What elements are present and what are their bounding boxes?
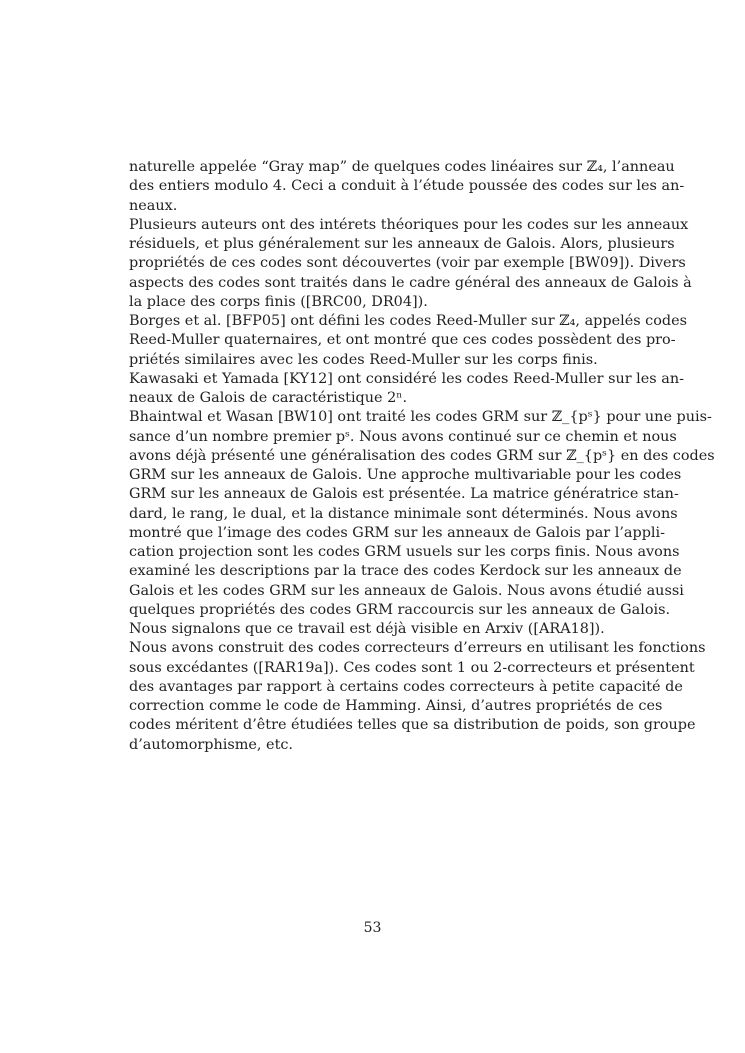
page-number: 53 (363, 920, 382, 936)
text-line: priétés similaires avec les codes Reed-Muller sur les corps finis. (129, 351, 598, 368)
text-line: sance d’un nombre premier pˢ. Nous avons continué sur ce chemin et nous (129, 428, 677, 445)
text-line: montré que l’image des codes GRM sur les anneaux de Galois par l’appli- (129, 524, 666, 541)
text-line: résiduels, et plus généralement sur les anneaux de Galois. Alors, plusieurs (129, 236, 675, 252)
text-line: codes méritent d’être étudiées telles que sa distribution de poids, son groupe (129, 717, 696, 734)
text-line: Galois et les codes GRM sur les anneaux de Galois. Nous avons étudié aussi (129, 582, 684, 599)
text-line: propriétés de ces codes sont découvertes (voir par exemple [BW09]). Divers (129, 255, 686, 272)
text-line: dard, le rang, le dual, et la distance minimale sont déterminés. Nous avons (129, 505, 678, 522)
text-line: aspects des codes sont traités dans le cadre général des anneaux de Galois à (129, 274, 692, 291)
text-line: sous excédantes ([RAR19a]). Ces codes sont 1 ou 2-correcteurs et présentent (129, 659, 695, 676)
text-line: Bhaintwal et Wasan [BW10] ont traité les codes GRM sur ℤ_{pˢ} pour une puis- (129, 409, 712, 426)
text-line: quelques propriétés des codes GRM raccourcis sur les anneaux de Galois. (129, 601, 671, 618)
text-line: neaux de Galois de caractéristique 2ⁿ. (129, 390, 408, 406)
text-line: des avantages par rapport à certains codes correcteurs à petite capacité de (129, 678, 683, 695)
text-line: correction comme le code de Hamming. Ainsi, d’autres propriétés de ces (129, 698, 663, 714)
text-line: avons déjà présenté une généralisation des codes GRM sur ℤ_{pˢ} en des codes (129, 447, 715, 464)
text-line: la place des corps finis ([BRC00, DR04]). (129, 293, 428, 310)
text-line: Reed-Muller quaternaires, et ont montré que ces codes possèdent des pro- (129, 332, 676, 349)
text-line: naturelle appelée “Gray map” de quelques codes linéaires sur ℤ₄, l’anneau (129, 159, 675, 175)
text-line: GRM sur les anneaux de Galois. Une approche multivariable pour les codes (129, 467, 682, 483)
text-line: Borges et al. [BFP05] ont défini les codes Reed-Muller sur ℤ₄, appelés codes (129, 313, 688, 329)
text-line: Kawasaki et Yamada [KY12] ont considéré les codes Reed-Muller sur les an- (129, 370, 684, 387)
text-line: des entiers modulo 4. Ceci a conduit à l’étude poussée des codes sur les an- (129, 178, 685, 195)
text-line: Nous avons construit des codes correcteurs d’erreurs en utilisant les fonctions (129, 640, 706, 657)
text-line: GRM sur les anneaux de Galois est présentée. La matrice génératrice stan- (129, 486, 679, 503)
text-line: Nous signalons que ce travail est déjà visible en Arxiv ([ARA18]). (129, 621, 605, 637)
text-line: neaux. (129, 197, 178, 214)
text-line: examiné les descriptions par la trace des codes Kerdock sur les anneaux de (129, 563, 682, 580)
text-line: cation projection sont les codes GRM usuels sur les corps finis. Nous avons (129, 544, 680, 560)
text-line: d’automorphisme, etc. (129, 736, 293, 753)
text-line: Plusieurs auteurs ont des intérets théoriques pour les codes sur les anneaux (129, 216, 689, 233)
